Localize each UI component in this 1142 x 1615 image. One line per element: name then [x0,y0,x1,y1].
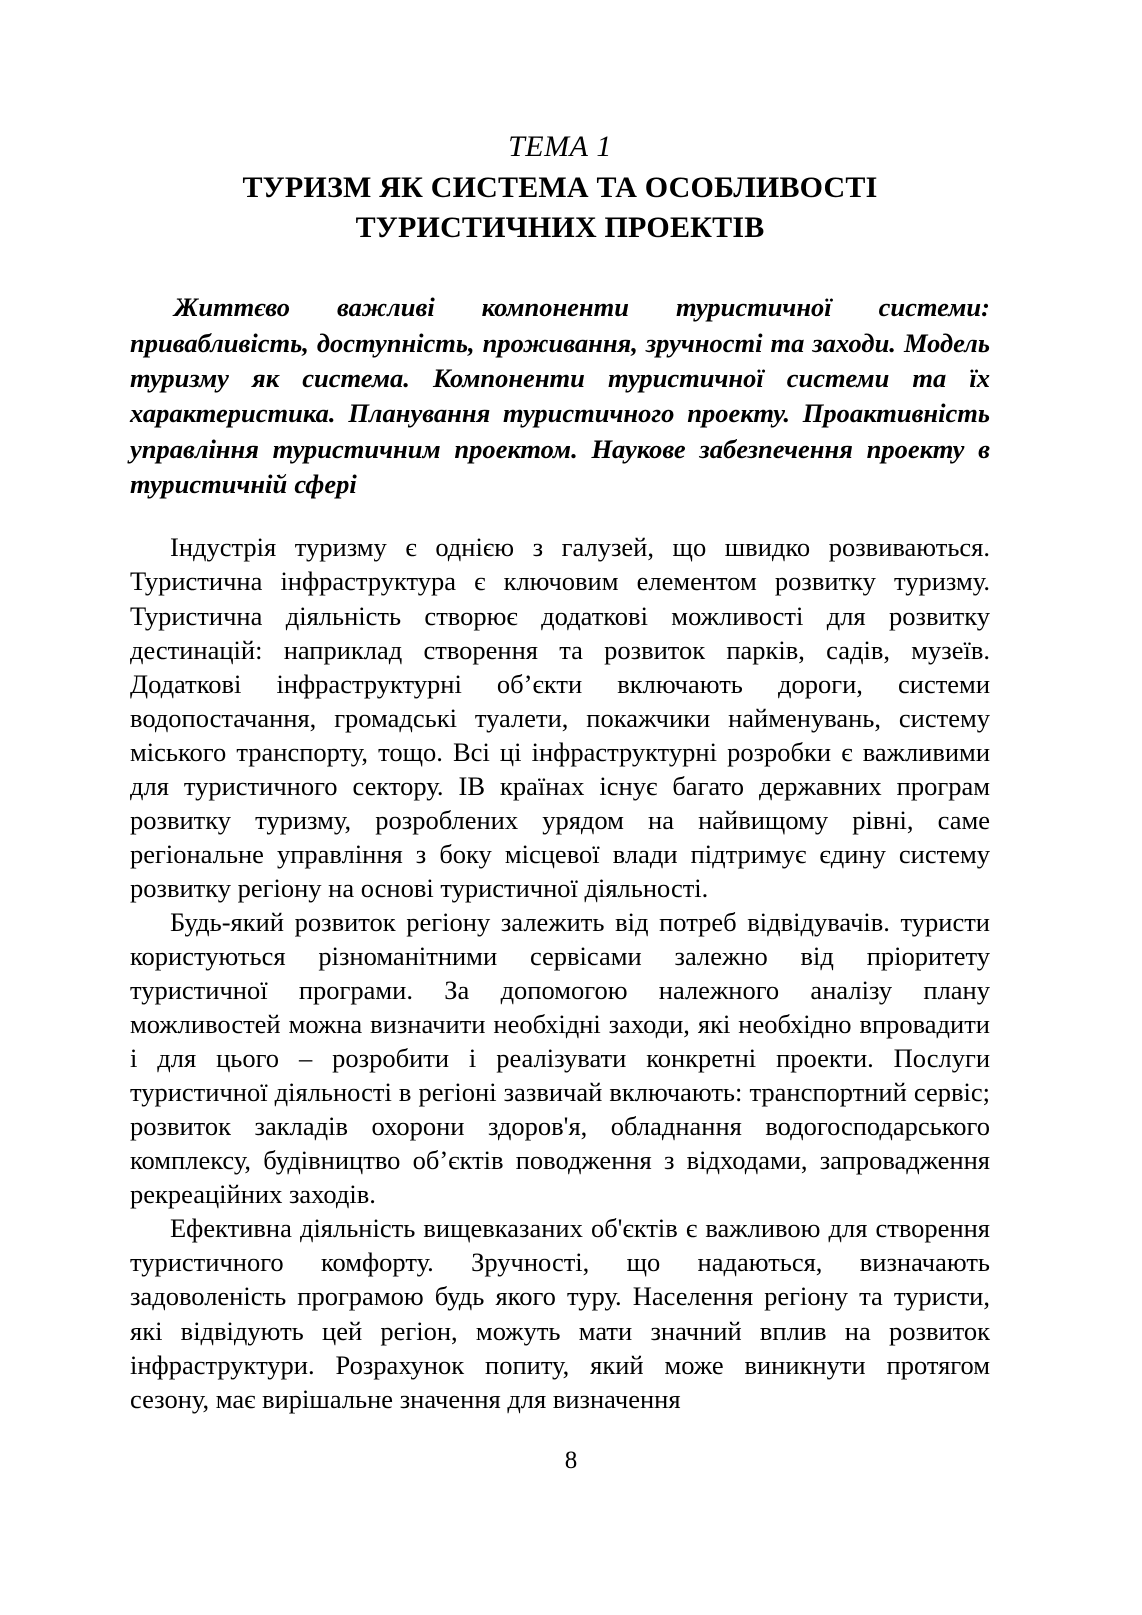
page-title-line-1: ТУРИЗМ ЯК СИСТЕМА ТА ОСОБЛИВОСТІ [242,171,878,205]
body-paragraph: Індустрія туризму є однією з галузей, що швидко розвиваються. Туристична інфраструктура є ключовим елементом розвитку туризму. Туристична діяльність створює додаткові можливості для розвитку дестинацій: наприклад створення та розвиток парків, садів, музеїв. Додаткові інфраструктурні об’єкти включають дороги, системи водопостачання, громадські туалети, покажчики найменувань, систему міського транспорту, тощо. Всі ці інфраструктурні розробки є важливими для туристичного сектору. ІВ країнах існує багато державних програм розвитку туризму, розроблених урядом на найвищому рівні, саме регіональне управління з боку місцевої влади підтримує єдину систему розвитку регіону на основі туристичної діяльності. [130,532,990,903]
page-title-line-2: ТУРИСТИЧНИХ ПРОЕКТІВ [355,211,765,245]
page-number: 8 [564,1447,578,1474]
chapter-label: ТЕМА 1 [508,130,612,163]
page-content [130,128,990,1416]
abstract-keywords: Життєво важливі компоненти туристичної системи: привабливість, доступність, проживання, зручності та заходи. Модель туризму як система. Компоненти туристичної системи та їх характеристика. Планування туристичного проекту. Проактивність управління туристичним проектом. Наукове забезпечення проекту в туристичній сфері [130,292,990,500]
page-title [130,168,990,248]
body-text [130,530,990,1415]
body-paragraph: Будь-який розвиток регіону залежить від потреб відвідувачів. туристи користуються різноманітними сервісами залежно від пріоритету туристичної програми. За допомогою належного аналізу плану можливостей можна визначити необхідні заходи, які необхідно впровадити і для цього – розробити і реалізувати конкретні проекти. Послуги туристичної діяльності в регіоні зазвичай включають: транспортний сервіс; розвиток закладів охорони здоров'я, обладнання водогосподарського комплексу, будівництво об’єктів поводження з відходами, запровадження рекреаційних заходів. [130,906,990,1210]
body-paragraph: Ефективна діяльність вищевказаних об'єктів є важливою для створення туристичного комфорту. Зручності, що надаються, визначають задоволеність програмою будь якого туру. Населення регіону та туристи, які відвідують цей регіон, можуть мати значний вплив на розвиток інфраструктури. Розрахунок попиту, який може виникнути протягом сезону, має вирішальне значення для визначення [130,1213,990,1414]
chapter-heading [130,128,990,248]
